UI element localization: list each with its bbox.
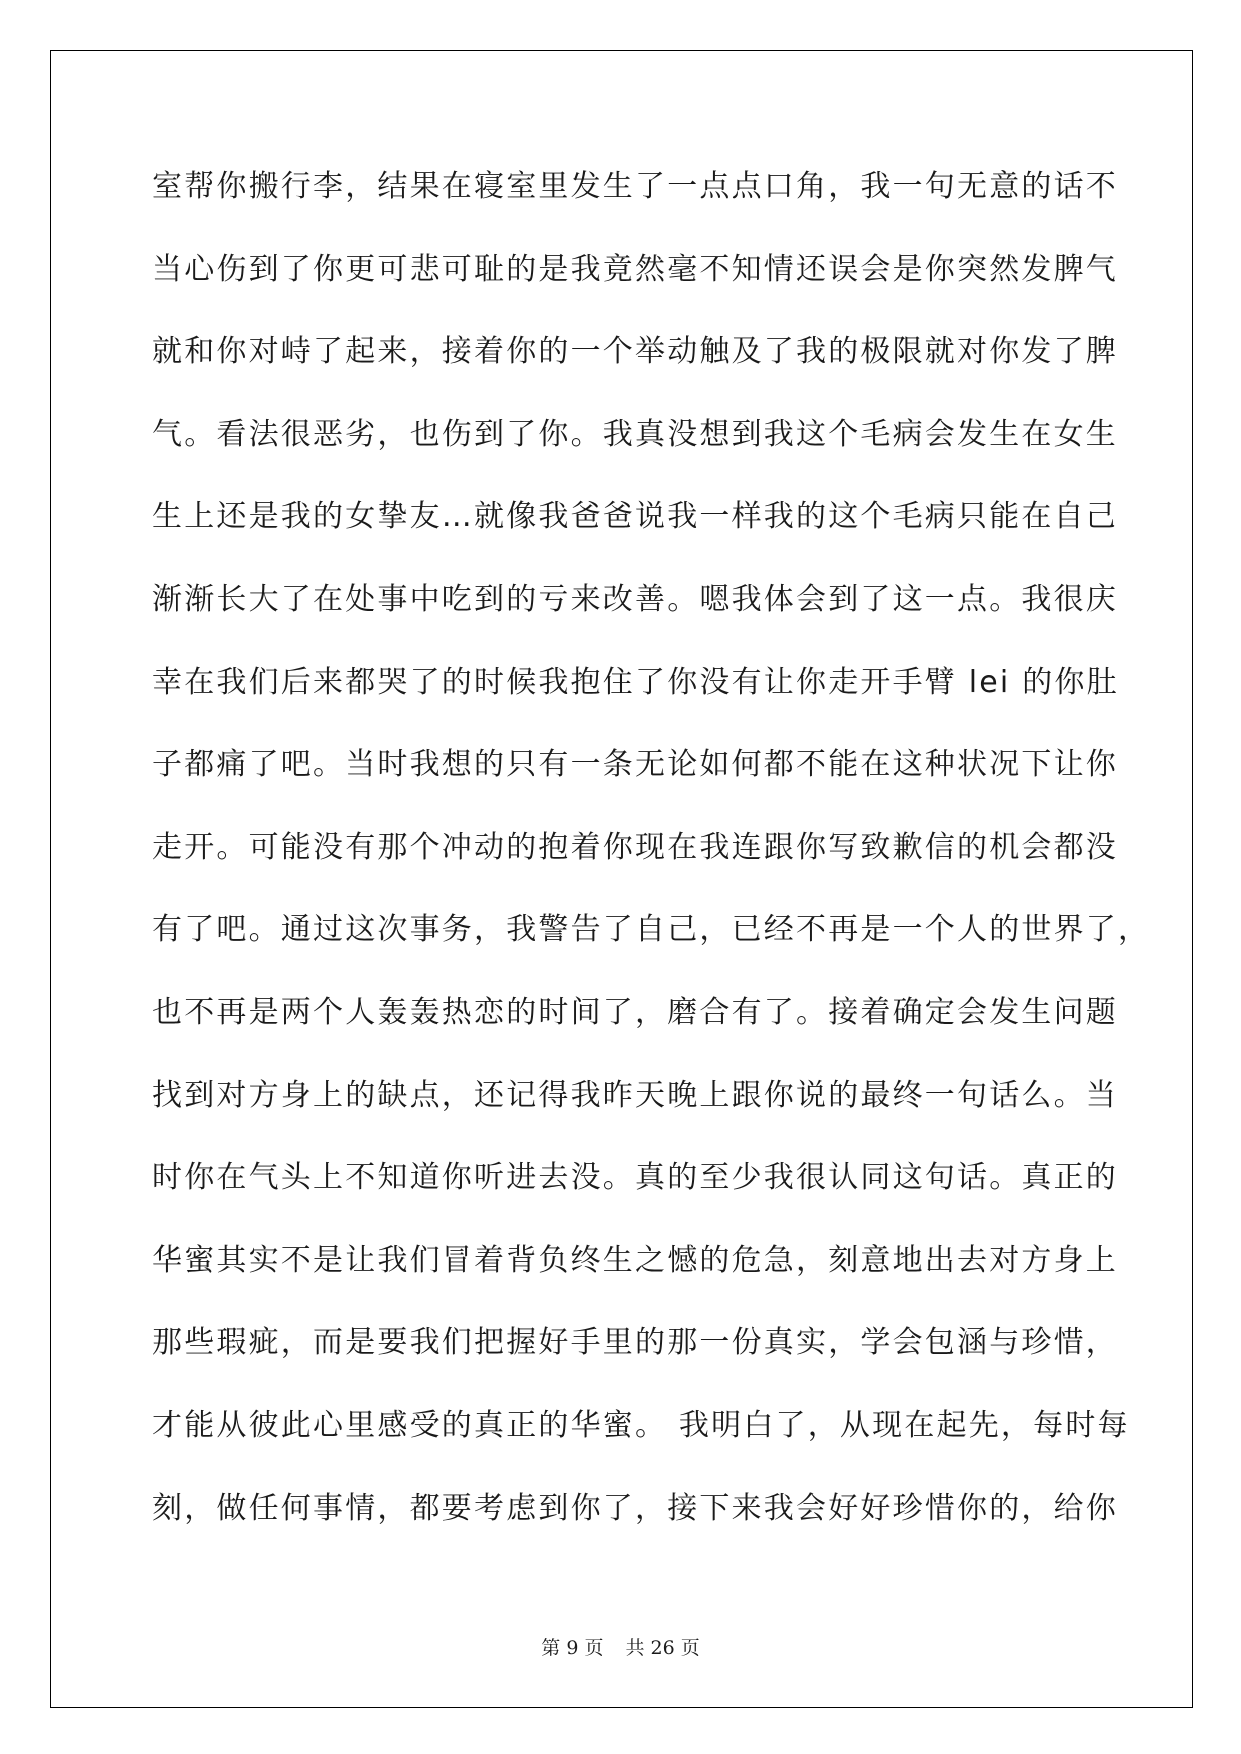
text-line: 室帮你搬行李，结果在寝室里发生了一点点口角，我一句无意的话不 — [152, 169, 1118, 204]
text-line: 找到对方身上的缺点，还记得我昨天晚上跟你说的最终一句话么。当 — [152, 1077, 1118, 1113]
text-line: 也不再是两个人轰轰热恋的时间了，磨合有了。接着确定会发生问题 — [152, 994, 1118, 1030]
text-line: 幸在我们后来都哭了的时候我抱住了你没有让你走开手臂 lei 的你肚 — [152, 664, 1119, 700]
text-line: 那些瑕疵，而是要我们把握好手里的那一份真实，学会包涵与珍惜， — [152, 1325, 1118, 1361]
text-line: 气。看法很恶劣，也伤到了你。我真没想到我这个毛病会发生在女生 — [152, 416, 1118, 452]
text-line: 子都痛了吧。当时我想的只有一条无论如何都不能在这种状况下让你 — [152, 747, 1118, 783]
page-number: 第 9 页 — [541, 1637, 604, 1659]
text-line: 时你在气头上不知道你听进去没。真的至少我很认同这句话。真正的 — [152, 1160, 1118, 1196]
text-line: 生上还是我的女挚友…就像我爸爸说我一样我的这个毛病只能在自己 — [152, 499, 1118, 535]
page-footer — [0, 1633, 1241, 1660]
total-pages: 共 26 页 — [625, 1637, 700, 1659]
text-line: 有了吧。通过这次事务，我警告了自己，已经不再是一个人的世界了， — [152, 912, 1151, 948]
text-line: 就和你对峙了起来，接着你的一个举动触及了我的极限就对你发了脾 — [152, 334, 1118, 370]
text-line: 华蜜其实不是让我们冒着背负终生之憾的危急，刻意地出去对方身上 — [152, 1242, 1118, 1278]
text-line: 刻，做任何事情，都要考虑到你了，接下来我会好好珍惜你的，给你 — [152, 1490, 1118, 1526]
body-text — [152, 160, 1151, 1564]
text-line: 渐渐长大了在处事中吃到的亏来改善。嗯我体会到了这一点。我很庆 — [152, 581, 1118, 617]
text-line: 才能从彼此心里感受的真正的华蜜。 我明白了，从现在起先，每时每 — [152, 1407, 1130, 1443]
text-line: 走开。可能没有那个冲动的抱着你现在我连跟你写致歉信的机会都没 — [152, 829, 1118, 865]
text-line: 当心伤到了你更可悲可耻的是我竟然毫不知情还误会是你突然发脾气 — [152, 251, 1118, 287]
